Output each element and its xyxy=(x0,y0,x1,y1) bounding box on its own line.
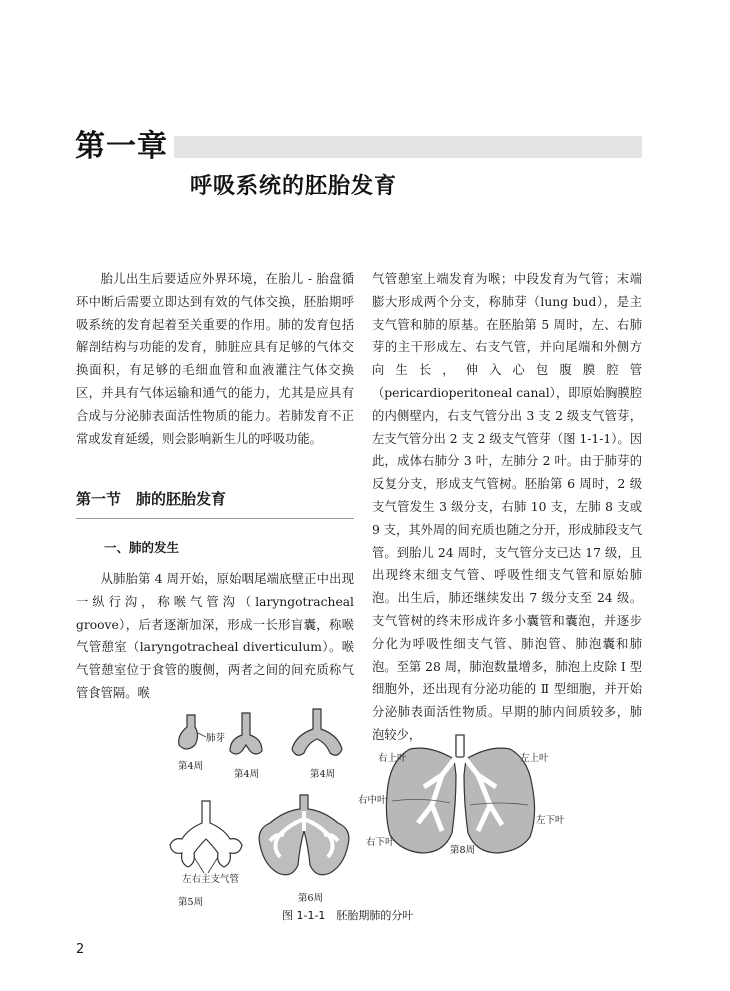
label-week4-c: 第4周 xyxy=(310,769,336,780)
label-right-upper: 右上叶 xyxy=(378,753,407,764)
chapter-header-bar xyxy=(174,136,642,158)
label-week6: 第6周 xyxy=(298,893,324,904)
stage-week4-branch xyxy=(292,709,342,755)
stage-week4-bud xyxy=(179,715,206,749)
left-paragraph-2: 从肺胎第 4 周开始，原始咽尾端底壁正中出现一纵行沟，称喉气管沟（laryngotracheal groove），后者逐渐加深，形成一长形盲囊，称喉气管憩室（laryngotracheal diverticulum）。喉气管憩室位于食管的腹侧，两者之间的间充质称气管食管隔。喉 xyxy=(76,572,354,700)
right-paragraph: 气管憩室上端发育为喉；中段发育为气管；末端膨大形成两个分支，称肺芽（lung bud），是主支气管和肺的原基。在胚胎第 5 周时，左、右肺芽的主干形成左、右支气管，并向尾端和外侧方向生长，伸入心包腹膜腔管（pericardioperitoneal canal），即原始胸膜腔的内侧壁内，右支气管分出 3 支 2 级支气管芽，左支气管分出 2 支 2 级支气管芽（图 1-1-1）。因此，成体右肺分 3 叶，左肺分 2 叶。由于肺芽的反复分支，形成支气管树。胚胎第 6 周时，2 级支气管发生 3 级分支，右肺 10 支，左肺 8 支或 9 支，其外周的间充质也随之分开，形成肺段支气管。到胎儿 24 周时，支气管分支已达 17 级，且出现终末细支气管、呼吸性细支气管和原始肺泡。出生后，肺还继续发出 7 级分支至 24 级。支气管树的终末形成许多小囊管和囊泡，并逐步分化为呼吸性细支气管、肺泡管、肺泡囊和肺泡。至第 28 周，肺泡数量增多，肺泡上皮除 Ⅰ 型细胞外，还出现有分泌功能的 Ⅱ 型细胞，并开始分泌肺表面活性物质。早期的肺内间质较多，肺泡较少， xyxy=(372,272,642,742)
section-title: 第一节 肺的胚胎发育 xyxy=(76,488,354,519)
lung-development-figure xyxy=(160,705,590,915)
stage-week8-lungs xyxy=(386,735,534,853)
label-week5: 第5周 xyxy=(178,897,204,908)
chapter-title: 呼吸系统的胚胎发育 xyxy=(190,174,398,199)
intro-paragraph-block xyxy=(76,268,354,450)
right-paragraph-block xyxy=(372,268,642,747)
page-number: 2 xyxy=(76,942,85,957)
label-week8: 第8周 xyxy=(450,845,476,856)
label-left-lower: 左下叶 xyxy=(536,815,565,826)
stage-week4-split xyxy=(230,713,262,754)
label-left-upper: 左上叶 xyxy=(520,753,549,764)
label-week4-b: 第4周 xyxy=(234,769,260,780)
figure-caption: 图 1-1-1 胚胎期肺的分叶 xyxy=(282,909,414,922)
label-right-middle: 右中叶 xyxy=(358,795,387,806)
label-right-lower: 右下叶 xyxy=(366,837,395,848)
intro-paragraph: 胎儿出生后要适应外界环境，在胎儿 - 胎盘循环中断后需要立即达到有效的气体交换，胚胎期呼吸系统的发育起着至关重要的作用。肺的发育包括解剖结构与功能的发育，肺脏应具有足够的气体交换面积，有足够的毛细血管和血液灌注气体交换区，并具有气体运输和通气的能力，尤其是应具有合成与分泌肺表面活性物质的能力。若肺发育不正常或发育延缓，则会影响新生儿的呼吸功能。 xyxy=(76,272,354,446)
stage-week5 xyxy=(170,801,242,873)
label-lung-bud: 肺芽 xyxy=(206,733,226,744)
subsection-title: 一、肺的发生 xyxy=(104,540,180,555)
label-bronchi: 左右主支气管 xyxy=(182,874,240,885)
label-week4-a: 第4周 xyxy=(178,761,204,772)
chapter-label: 第一章 xyxy=(75,129,168,164)
left-paragraph-block xyxy=(76,568,354,705)
stage-week6 xyxy=(259,795,349,875)
